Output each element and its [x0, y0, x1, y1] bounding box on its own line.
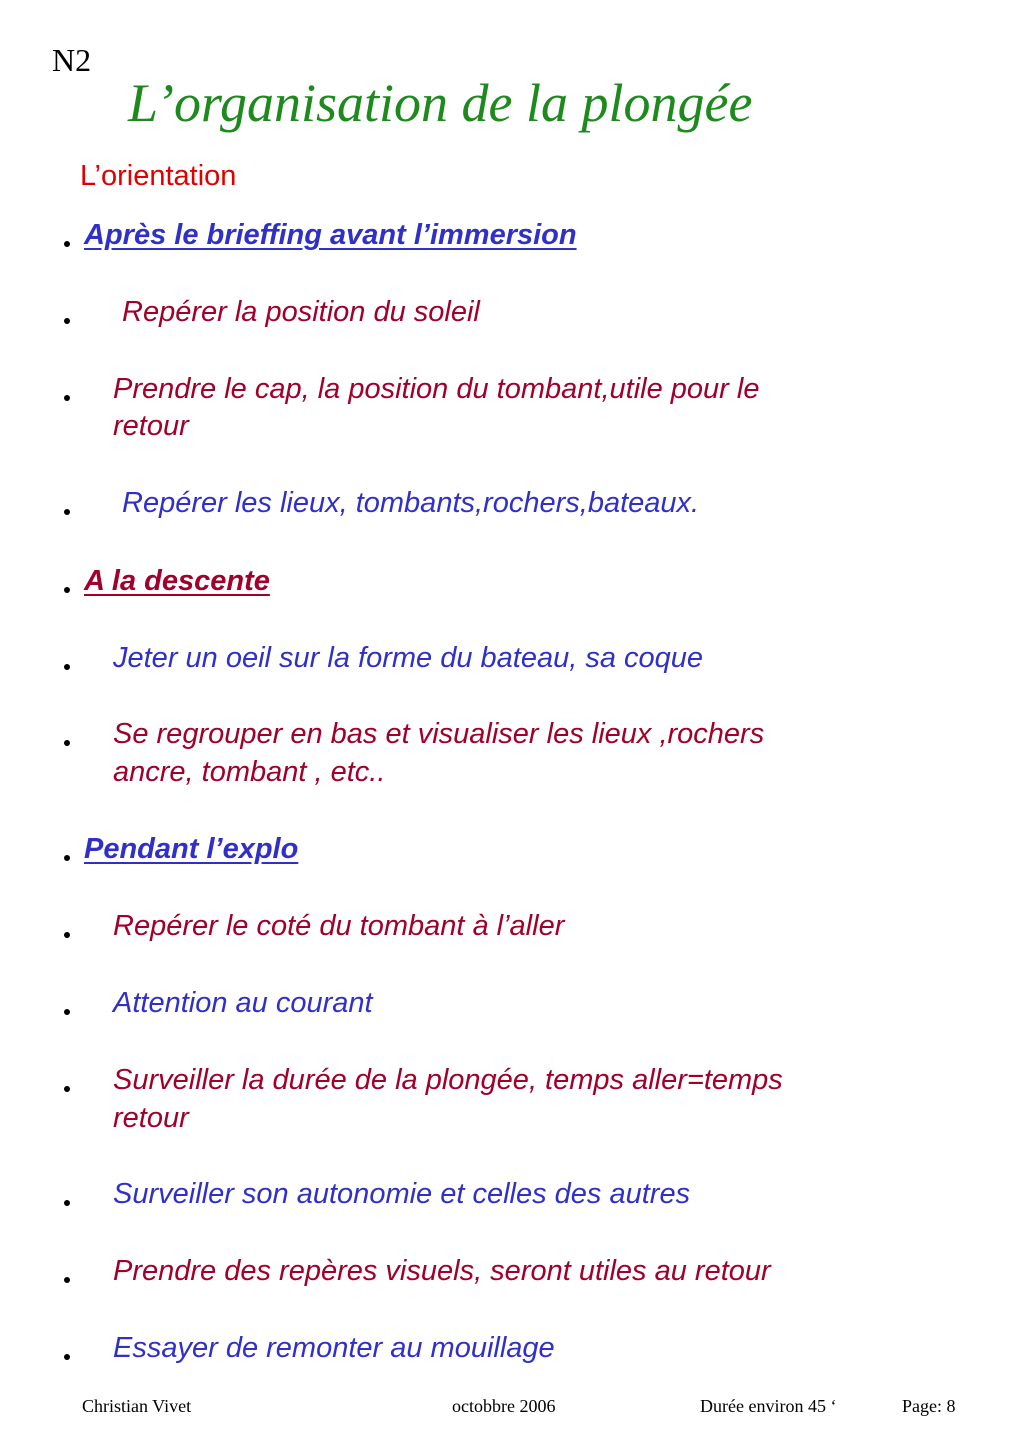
- footer-duration: Durée environ 45 ‘: [700, 1396, 837, 1416]
- list-item-text-continued: ancre, tombant , etc..: [113, 756, 386, 788]
- list-item-text: Surveiller son autonomie et celles des autres: [113, 1178, 691, 1210]
- bullet-dot-icon: [64, 318, 70, 324]
- bullet-dot-icon: [64, 740, 70, 746]
- list-item-text: Repérer la position du soleil: [122, 296, 480, 328]
- list-item-text: Prendre le cap, la position du tombant,utile pour le: [113, 373, 760, 405]
- section-subtitle: L’orientation: [80, 160, 237, 192]
- list-item-text-continued: retour: [113, 410, 189, 442]
- page-title: L’organisation de la plongée: [128, 73, 753, 133]
- list-item-text: Repérer les lieux, tombants,rochers,bateaux.: [122, 487, 700, 519]
- bullet-dot-icon: [64, 664, 70, 670]
- list-item-text: Repérer le coté du tombant à l’aller: [113, 910, 565, 942]
- bullet-dot-icon: [64, 395, 70, 401]
- section-heading: Pendant l’explo: [84, 833, 299, 865]
- footer-page-number: Page: 8: [902, 1396, 956, 1416]
- bullet-dot-icon: [64, 509, 70, 515]
- bullet-dot-icon: [64, 1086, 70, 1092]
- bullet-dot-icon: [64, 587, 70, 593]
- list-item-text-continued: retour: [113, 1102, 189, 1134]
- bullet-dot-icon: [64, 241, 70, 247]
- bullet-dot-icon: [64, 1009, 70, 1015]
- bullet-dot-icon: [64, 932, 70, 938]
- bullet-dot-icon: [64, 1277, 70, 1283]
- section-heading: Après le brieffing avant l’immersion: [84, 219, 577, 251]
- list-item-text: Essayer de remonter au mouillage: [113, 1332, 555, 1364]
- list-item-text: Prendre des repères visuels, seront utiles au retour: [113, 1255, 771, 1287]
- footer-date: octobbre 2006: [452, 1396, 556, 1416]
- list-item-text: Se regrouper en bas et visualiser les lieux ,rochers: [113, 718, 765, 750]
- list-item-text: Surveiller la durée de la plongée, temps aller=temps: [113, 1064, 783, 1096]
- footer-author: Christian Vivet: [82, 1396, 192, 1416]
- bullet-dot-icon: [64, 1354, 70, 1360]
- section-heading: A la descente: [84, 565, 270, 597]
- bullet-dot-icon: [64, 1200, 70, 1206]
- level-label: N2: [52, 42, 92, 78]
- list-item-text: Attention au courant: [113, 987, 373, 1019]
- list-item-text: Jeter un oeil sur la forme du bateau, sa coque: [113, 642, 704, 674]
- bullet-dot-icon: [64, 855, 70, 861]
